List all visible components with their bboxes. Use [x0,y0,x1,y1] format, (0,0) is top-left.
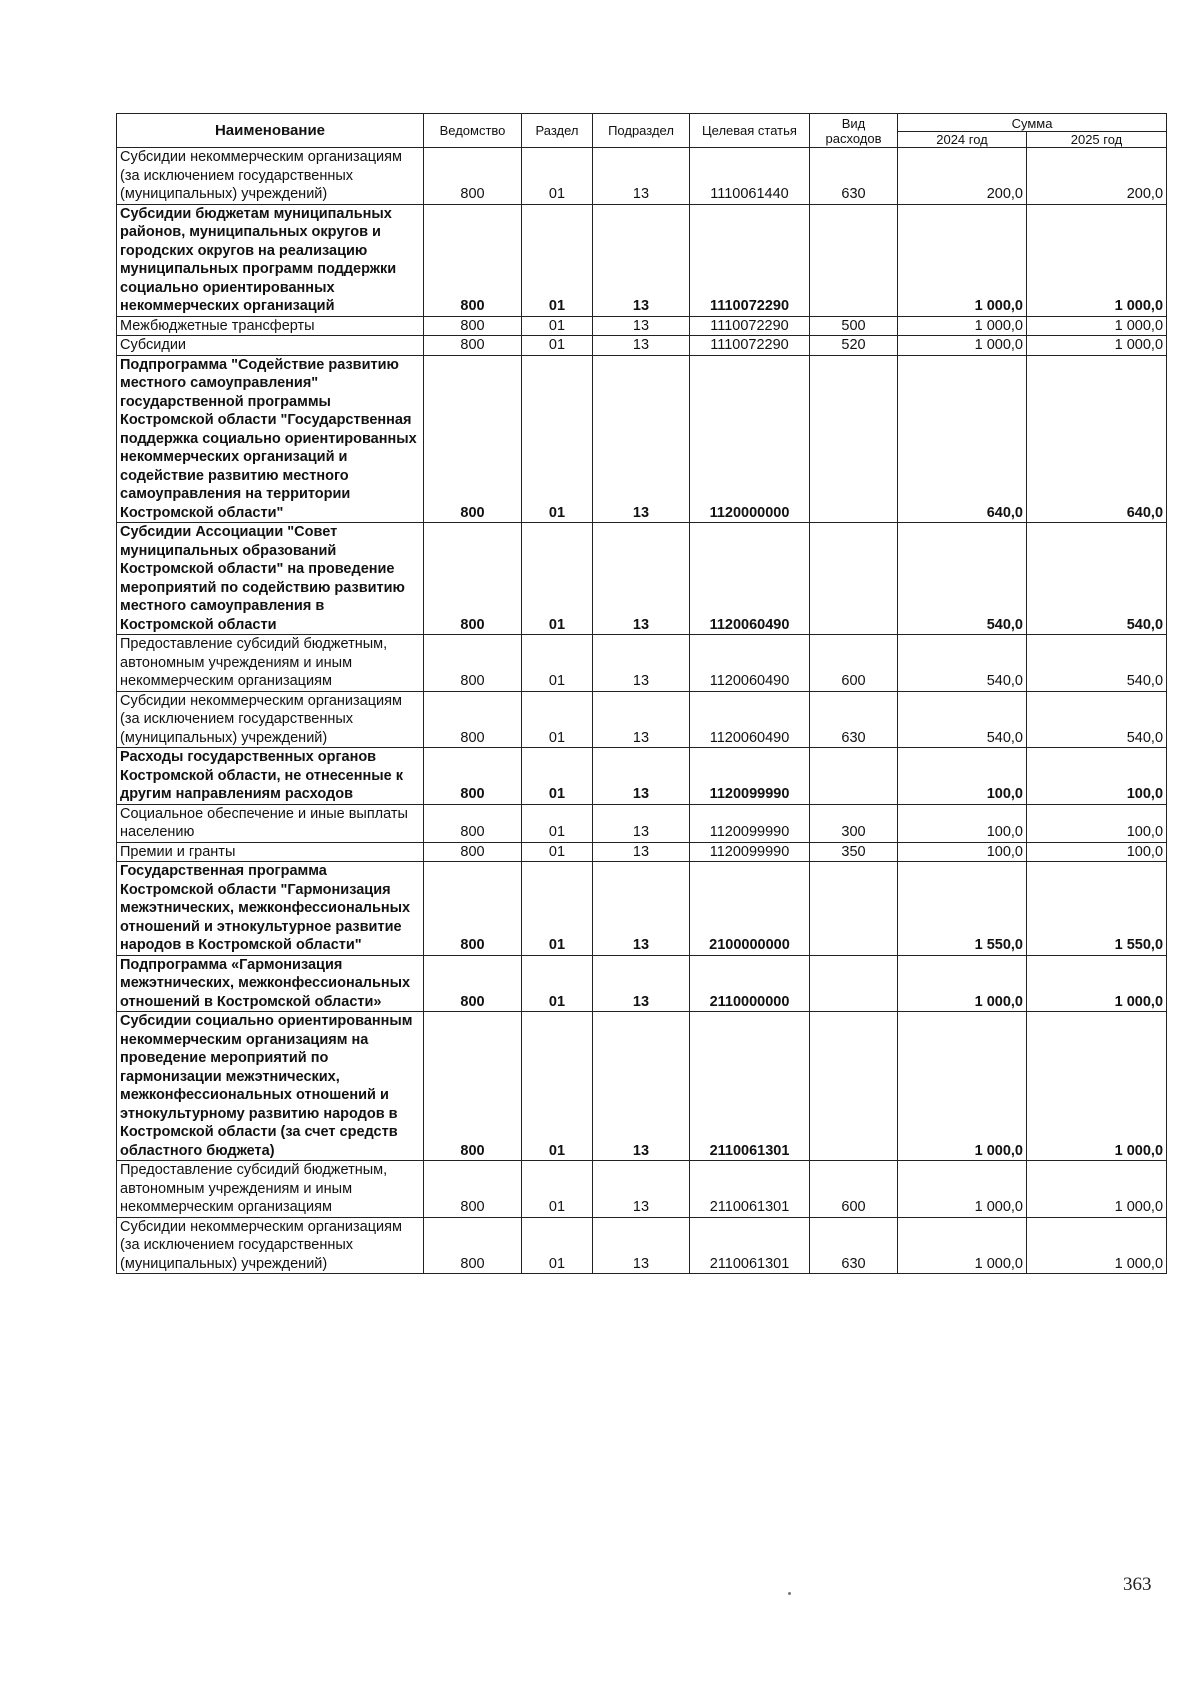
cell-department: 800 [424,804,522,842]
cell-section: 01 [522,1217,593,1274]
cell-expense-type: 630 [810,691,898,748]
cell-department: 800 [424,691,522,748]
cell-subsection: 13 [593,635,690,692]
cell-department: 800 [424,148,522,205]
cell-target-item: 1110072290 [690,316,810,336]
cell-sum-2024: 100,0 [898,804,1027,842]
cell-sum-2024: 100,0 [898,748,1027,805]
cell-subsection: 13 [593,862,690,956]
cell-subsection: 13 [593,1161,690,1218]
header-year-2025: 2025 год [1027,132,1167,148]
cell-sum-2025: 540,0 [1027,691,1167,748]
cell-department: 800 [424,1012,522,1161]
header-name: Наименование [117,114,424,148]
table-row [117,316,1167,336]
header-year-2024: 2024 год [898,132,1027,148]
header-sum: Сумма [898,114,1167,132]
cell-department: 800 [424,316,522,336]
cell-department: 800 [424,336,522,356]
cell-sum-2025: 540,0 [1027,523,1167,635]
cell-subsection: 13 [593,842,690,862]
cell-sum-2024: 1 550,0 [898,862,1027,956]
cell-target-item: 2110000000 [690,955,810,1012]
cell-section: 01 [522,523,593,635]
cell-section: 01 [522,862,593,956]
cell-subsection: 13 [593,1012,690,1161]
cell-department: 800 [424,955,522,1012]
cell-sum-2025: 540,0 [1027,635,1167,692]
cell-sum-2025: 640,0 [1027,355,1167,523]
cell-target-item: 1120099990 [690,804,810,842]
cell-sum-2025: 100,0 [1027,748,1167,805]
cell-expense-type: 500 [810,316,898,336]
header-expense-type: Вид расходов [810,114,898,148]
cell-name: Субсидии социально ориентированным некоммерческим организациям на проведение мероприятий по гармонизации межэтнических, межконфессиональных отношений и этнокультурному развитию народов в Костромской области (за счет средств областного бюджета) [117,1012,424,1161]
header-section: Раздел [522,114,593,148]
cell-target-item: 1120099990 [690,748,810,805]
cell-department: 800 [424,1161,522,1218]
cell-name: Расходы государственных органов Костромской области, не отнесенные к другим направлениям расходов [117,748,424,805]
cell-section: 01 [522,955,593,1012]
cell-name: Межбюджетные трансферты [117,316,424,336]
cell-section: 01 [522,748,593,805]
cell-expense-type [810,1012,898,1161]
cell-expense-type [810,204,898,316]
table-row [117,204,1167,316]
cell-target-item: 2110061301 [690,1161,810,1218]
cell-subsection: 13 [593,148,690,205]
cell-department: 800 [424,1217,522,1274]
cell-subsection: 13 [593,316,690,336]
cell-sum-2025: 100,0 [1027,804,1167,842]
cell-sum-2024: 640,0 [898,355,1027,523]
cell-expense-type: 520 [810,336,898,356]
cell-sum-2024: 1 000,0 [898,1217,1027,1274]
table-row [117,523,1167,635]
cell-target-item: 2100000000 [690,862,810,956]
cell-expense-type [810,355,898,523]
cell-subsection: 13 [593,355,690,523]
cell-target-item: 1120060490 [690,691,810,748]
cell-section: 01 [522,336,593,356]
cell-section: 01 [522,635,593,692]
cell-subsection: 13 [593,955,690,1012]
table-row [117,1217,1167,1274]
cell-name: Субсидии некоммерческим организациям (за исключением государственных (муниципальных) учреждений) [117,148,424,205]
cell-name: Субсидии бюджетам муниципальных районов, муниципальных округов и городских округов на реализацию муниципальных программ поддержки социально ориентированных некоммерческих организаций [117,204,424,316]
cell-subsection: 13 [593,748,690,805]
header-target-item: Целевая статья [690,114,810,148]
cell-sum-2024: 540,0 [898,523,1027,635]
cell-target-item: 1120099990 [690,842,810,862]
cell-section: 01 [522,691,593,748]
cell-sum-2025: 1 000,0 [1027,1012,1167,1161]
cell-name: Государственная программа Костромской области "Гармонизация межэтнических, межконфессиональных отношений и этнокультурное развитие народов в Костромской области" [117,862,424,956]
cell-sum-2024: 540,0 [898,635,1027,692]
cell-subsection: 13 [593,523,690,635]
cell-sum-2024: 200,0 [898,148,1027,205]
header-row-top [117,114,1167,132]
cell-expense-type: 630 [810,148,898,205]
table-row [117,635,1167,692]
cell-sum-2025: 1 000,0 [1027,1217,1167,1274]
cell-sum-2024: 1 000,0 [898,316,1027,336]
cell-name: Субсидии [117,336,424,356]
cell-name: Субсидии некоммерческим организациям (за исключением государственных (муниципальных) учреждений) [117,1217,424,1274]
cell-expense-type [810,748,898,805]
table-row [117,804,1167,842]
cell-sum-2025: 1 000,0 [1027,336,1167,356]
budget-table [116,113,1167,1274]
cell-target-item: 2110061301 [690,1217,810,1274]
cell-name: Подпрограмма "Содействие развитию местного самоуправления" государственной программы Костромской области "Государственная поддержка социально ориентированных некоммерческих организаций и содействие развитию местного самоуправления на территории Костромской области" [117,355,424,523]
cell-sum-2024: 1 000,0 [898,336,1027,356]
cell-name: Социальное обеспечение и иные выплаты населению [117,804,424,842]
cell-section: 01 [522,316,593,336]
cell-department: 800 [424,635,522,692]
cell-subsection: 13 [593,804,690,842]
cell-subsection: 13 [593,1217,690,1274]
table-row [117,691,1167,748]
cell-section: 01 [522,355,593,523]
table-row [117,1012,1167,1161]
cell-section: 01 [522,804,593,842]
cell-sum-2025: 200,0 [1027,148,1167,205]
cell-department: 800 [424,355,522,523]
cell-expense-type [810,955,898,1012]
table-row [117,862,1167,956]
table-row [117,955,1167,1012]
cell-sum-2024: 1 000,0 [898,955,1027,1012]
cell-sum-2025: 1 000,0 [1027,204,1167,316]
table-row [117,842,1167,862]
cell-sum-2024: 1 000,0 [898,1012,1027,1161]
cell-sum-2025: 1 000,0 [1027,955,1167,1012]
header-department: Ведомство [424,114,522,148]
cell-target-item: 1120060490 [690,635,810,692]
cell-sum-2025: 1 550,0 [1027,862,1167,956]
cell-expense-type [810,523,898,635]
cell-name: Субсидии некоммерческим организациям (за исключением государственных (муниципальных) учреждений) [117,691,424,748]
cell-target-item: 1110072290 [690,336,810,356]
cell-expense-type: 630 [810,1217,898,1274]
cell-sum-2025: 1 000,0 [1027,1161,1167,1218]
cell-expense-type: 600 [810,1161,898,1218]
cell-subsection: 13 [593,691,690,748]
cell-section: 01 [522,1012,593,1161]
cell-target-item: 1120060490 [690,523,810,635]
cell-sum-2024: 100,0 [898,842,1027,862]
cell-department: 800 [424,862,522,956]
cell-expense-type: 350 [810,842,898,862]
cell-sum-2024: 540,0 [898,691,1027,748]
cell-target-item: 2110061301 [690,1012,810,1161]
cell-expense-type: 300 [810,804,898,842]
cell-target-item: 1110061440 [690,148,810,205]
header-subsection: Подраздел [593,114,690,148]
scan-speck [788,1592,791,1595]
cell-name: Предоставление субсидий бюджетным, автономным учреждениям и иным некоммерческим организациям [117,1161,424,1218]
table-row [117,336,1167,356]
page-number: 363 [1123,1574,1152,1595]
cell-department: 800 [424,842,522,862]
table-row [117,355,1167,523]
cell-subsection: 13 [593,336,690,356]
cell-subsection: 13 [593,204,690,316]
cell-sum-2024: 1 000,0 [898,1161,1027,1218]
cell-expense-type [810,862,898,956]
cell-department: 800 [424,204,522,316]
cell-section: 01 [522,148,593,205]
cell-sum-2025: 1 000,0 [1027,316,1167,336]
cell-name: Субсидии Ассоциации "Совет муниципальных образований Костромской области" на проведение мероприятий по содействию развитию местного самоуправления в Костромской области [117,523,424,635]
cell-expense-type: 600 [810,635,898,692]
cell-sum-2024: 1 000,0 [898,204,1027,316]
table-row [117,748,1167,805]
cell-name: Предоставление субсидий бюджетным, автономным учреждениям и иным некоммерческим организациям [117,635,424,692]
cell-target-item: 1110072290 [690,204,810,316]
cell-name: Премии и гранты [117,842,424,862]
table-row [117,148,1167,205]
cell-department: 800 [424,523,522,635]
cell-department: 800 [424,748,522,805]
cell-section: 01 [522,1161,593,1218]
cell-name: Подпрограмма «Гармонизация межэтнических, межконфессиональных отношений в Костромской области» [117,955,424,1012]
cell-section: 01 [522,842,593,862]
cell-target-item: 1120000000 [690,355,810,523]
table-row [117,1161,1167,1218]
table-body [117,148,1167,1274]
cell-section: 01 [522,204,593,316]
cell-sum-2025: 100,0 [1027,842,1167,862]
